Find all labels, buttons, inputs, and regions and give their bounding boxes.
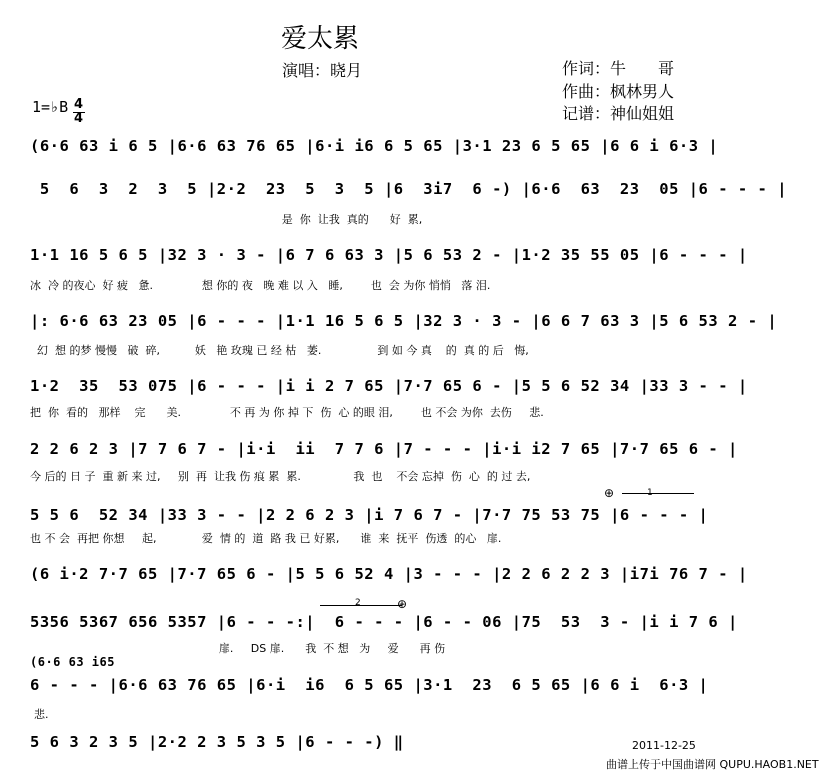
composer-credit: 作曲：枫林男人	[562, 82, 675, 101]
score-line-1: (6·6 63 i 6 5 |6·6 63 76 65 |6·i i6 6 5 65 |3·1 23 6 5 65 |6 6 i 6·3 |	[30, 137, 719, 155]
score-line-6: 2 2 6 2 3 |7 7 6 7 - |i·i ii 7 7 6 |7 - - - |i·i i2 7 65 |7·7 65 6 - |	[30, 440, 738, 458]
singer-credit: 演唱：晓月	[282, 61, 363, 80]
lyric-line-2: 是 你 让我 真的 好 累,	[30, 213, 423, 226]
time-signature-bottom: 4	[74, 111, 84, 126]
lyricist-credit: 作词：牛 哥	[562, 59, 675, 78]
score-line-8: (6 i·2 7·7 65 |7·7 65 6 - |5 5 6 52 4 |3 - - - |2 2 6 2 2 3 |i7i 76 7 - |	[30, 565, 748, 583]
intro-marker: (6·6 63 i65	[30, 655, 115, 669]
score-line-3: 1·1 16 5 6 5 |32 3 · 3 - |6 7 6 63 3 |5 6 53 2 - |1·2 35 55 05 |6 - - - |	[30, 246, 748, 264]
score-line-11: 5 6 3 2 3 5 |2·2 2 3 5 3 5 |6 - - -) ‖	[30, 733, 404, 751]
lyric-line-6: 今 后的 日 子 重 新 来 过, 别 再 让我 伤 痕 累 累. 我 也 不会 忘掉 伤 心 的 过 去,	[30, 470, 531, 483]
site-footer: 曲谱上传于中国曲谱网 QUPU.HAOB1.NET	[606, 758, 819, 771]
transcriber-credit: 记谱：神仙姐姐	[562, 104, 675, 123]
date-label: 2011-12-25	[632, 739, 696, 752]
score-line-7: 5 5 6 52 34 |33 3 - - |2 2 6 2 3 |i 7 6 7 - |7·7 75 53 75 |6 - - - |	[30, 506, 709, 524]
volta-2-label: 2	[355, 598, 361, 608]
score-line-4: |: 6·6 63 23 05 |6 - - - |1·1 16 5 6 5 |32 3 · 3 - |6 6 7 63 3 |5 6 53 2 - |	[30, 312, 778, 330]
coda-icon: ⊕	[604, 486, 615, 500]
score-line-5: 1·2 35 53 075 |6 - - - |i i 2 7 65 |7·7 65 6 - |5 5 6 52 34 |33 3 - - |	[30, 377, 748, 395]
volta-1-line	[622, 493, 694, 494]
volta-2-line	[320, 605, 402, 606]
coda-icon-2: ⊕	[397, 597, 408, 611]
lyric-line-9: 扉. DS 扉. 我 不 想 为 爱 再 伤	[30, 642, 446, 655]
score-line-2: 5 6 3 2 3 5 |2·2 23 5 3 5 |6 3i7 6 -) |6·6 63 23 05 |6 - - - |	[30, 180, 788, 198]
lyric-line-4: 幻 想 的梦 慢慢 破 碎, 妖 艳 玫瑰 已 经 枯 萎. 到 如 今 真 的 真 的 后 悔,	[30, 344, 529, 357]
time-signature-top: 4	[74, 97, 84, 112]
volta-1-label: 1	[647, 488, 653, 498]
song-title: 爱太累	[280, 24, 359, 54]
lyric-line-7: 也 不 会 再把 你想 起, 爱 情 的 道 路 我 已 好累, 谁 来 抚平 伤透 的心 扉.	[30, 532, 502, 545]
lyric-line-5: 把 你 看的 那样 完 美. 不 再 为 你 掉 下 伤 心 的眼 泪, 也 不会 为你 去伤 悲.	[30, 406, 544, 419]
score-line-9: 5356 5367 656 5357 |6 - - -:| 6 - - - |6 - - 06 |75 53 3 - |i i 7 6 |	[30, 613, 738, 631]
score-line-10: 6 - - - |6·6 63 76 65 |6·i i6 6 5 65 |3·1 23 6 5 65 |6 6 i 6·3 |	[30, 676, 709, 694]
lyric-line-3: 冰 冷 的夜心 好 疲 惫. 想 你的 夜 晚 难 以 入 睡, 也 会 为你 悄悄 落 泪.	[30, 279, 491, 292]
lyric-line-10: 悲.	[34, 708, 49, 721]
key-signature: 1=♭B	[32, 98, 69, 116]
